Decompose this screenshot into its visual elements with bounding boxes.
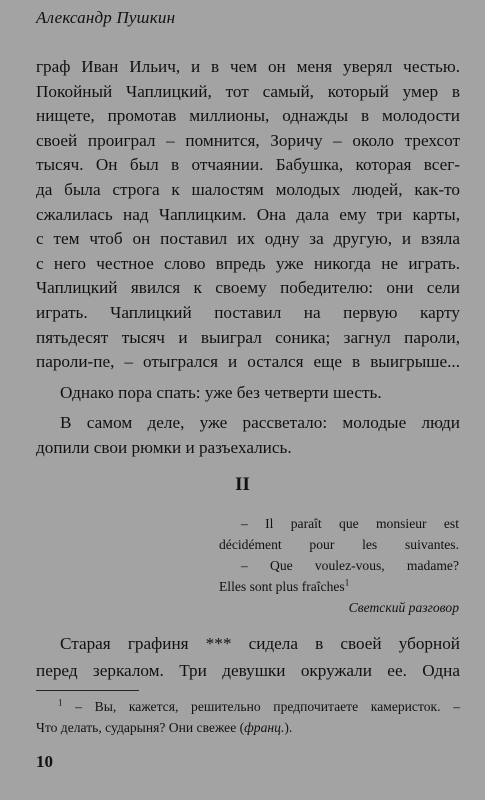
- text-line: Чаплицкий явился к своему победителю: они сели: [36, 278, 460, 298]
- footnote-line: [36, 717, 460, 738]
- text-line: пятьдесят тысяч и выиграл соника; загнул пароли,: [36, 327, 460, 347]
- chapter-number: II: [235, 474, 250, 495]
- text-line: с него честное слово впредь уже никогда не играть.: [36, 253, 460, 273]
- text-line: Однако пора спать: уже без четверти шесть.: [60, 382, 382, 402]
- epigraph-line: décidément pour les suivantes.: [219, 537, 459, 552]
- epigraph-source: Светский разговор: [348, 600, 459, 615]
- epigraph-line: – Que voulez-vous, madame?: [241, 558, 459, 573]
- text-line: тысяч. Он был в отчаянии. Бабушка, которая всег-: [36, 155, 460, 175]
- text-line: граф Иван Ильич, и в чем он меня уверял честью.: [36, 57, 460, 76]
- footnote-text: Что делать, сударыня? Они свежее (: [36, 720, 245, 735]
- epigraph-line-text: Elles sont plus fraîches: [219, 579, 345, 594]
- footnote: [36, 696, 460, 738]
- text-line: сжалилась над Чаплицким. Она дала ему три карты,: [36, 204, 460, 224]
- text-line: Покойный Чаплицкий, тот самый, который умер в: [36, 81, 460, 101]
- text-line: пароли-пе, – отыгрался и остался еще в выигрыше...: [36, 352, 460, 372]
- text-line: Старая графиня *** сидела в своей уборной: [60, 634, 460, 653]
- chapter-text: [36, 630, 460, 684]
- text-line: своей проиграл – помнится, Зоричу – около трехсот: [36, 130, 460, 150]
- text-line: В самом деле, уже рассветало: молодые люди: [60, 413, 460, 433]
- text-line: нищете, промотав миллионы, однажды в молодости: [36, 106, 460, 126]
- footnote-line-text: – Вы, кажется, решительно предпочитаете камеристок. –: [75, 699, 460, 714]
- text-line: допили свои рюмки и разъехались.: [36, 437, 292, 457]
- footnote-lang: франц.: [244, 720, 285, 735]
- text-line: играть. Чаплицкий поставил на первую карту: [36, 302, 460, 322]
- footnote-text-end: ).: [284, 720, 293, 735]
- footnote-marker: 1: [344, 577, 350, 588]
- page-number: 10: [36, 752, 53, 771]
- text-line: да была строга к шалостям молодых людей, как-то: [36, 179, 460, 199]
- text-line: перед зеркалом. Три девушки окружали ее. Одна: [36, 661, 460, 680]
- footnote-line: [36, 696, 460, 717]
- body-text: [36, 55, 460, 461]
- epigraph: [219, 513, 459, 618]
- footnote-number: 1: [58, 697, 63, 708]
- footnote-divider: [36, 690, 139, 691]
- text-line: с тем чтоб он поставил их одну за другую, и взяла: [36, 229, 460, 249]
- epigraph-line: [219, 576, 459, 597]
- running-head: Александр Пушкин: [36, 8, 176, 27]
- epigraph-line: – Il paraît que monsieur est: [241, 516, 459, 531]
